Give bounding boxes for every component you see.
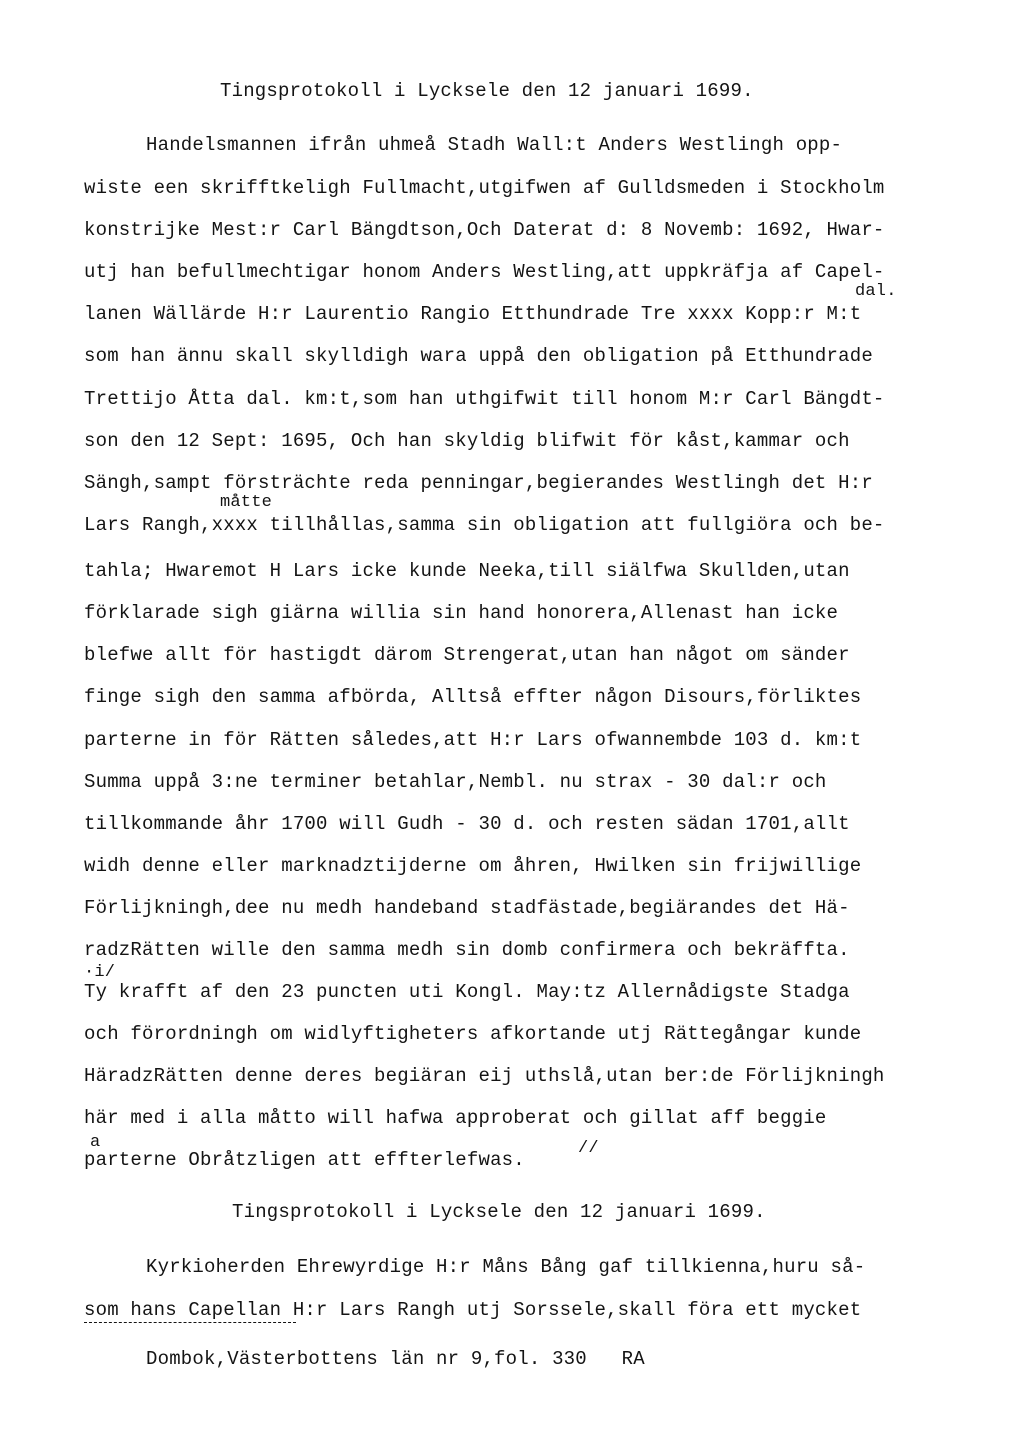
text-line: Kyrkioherden Ehrewyrdige H:r Måns Bång gaf tillkienna,huru så-	[146, 1256, 866, 1278]
text-line: som hans Capellan H:r Lars Rangh utj Sorssele,skall föra ett mycket	[84, 1299, 862, 1321]
interlinear-insertion: a	[90, 1133, 101, 1152]
text-line: radzRätten wille den samma medh sin domb confirmera och bekräffta.	[84, 939, 850, 961]
closing-mark: //	[578, 1139, 599, 1158]
protocol-heading: Tingsprotokoll i Lycksele den 12 januari 1699.	[232, 1201, 766, 1223]
text-line: här med i alla måtto will hafwa approberat och gillat aff beggie	[84, 1107, 827, 1129]
text-line: Lars Rangh,xxxx tillhållas,samma sin obligation att fullgiöra och be-	[84, 514, 885, 536]
text-line: wiste een skrifftkeligh Fullmacht,utgifwen af Gulldsmeden i Stockholm	[84, 177, 885, 199]
text-line: son den 12 Sept: 1695, Och han skyldig blifwit för kåst,kammar och	[84, 430, 850, 452]
text-line: tahla; Hwaremot H Lars icke kunde Neeka,till siälfwa Skullden,utan	[84, 560, 850, 582]
text-line: konstrijke Mest:r Carl Bängdtson,Och Daterat d: 8 Novemb: 1692, Hwar-	[84, 219, 885, 241]
text-line: Trettijo Åtta dal. km:t,som han uthgifwit till honom M:r Carl Bängdt-	[84, 388, 885, 410]
text-line: Sängh,sampt försträchte reda penningar,begierandes Westlingh det H:r	[84, 472, 873, 494]
text-line: blefwe allt för hastigdt därom Strengerat,utan han något om sänder	[84, 644, 850, 666]
text-line: Förlijkningh,dee nu medh handeband stadfästade,begiärandes det Hä-	[84, 897, 850, 919]
text-line: parterne in för Rätten således,att H:r Lars ofwannembde 103 d. km:t	[84, 729, 862, 751]
text-line: parterne Obråtzligen att effterlefwas.	[84, 1149, 525, 1171]
interlinear-insertion: måtte	[220, 493, 273, 512]
underline-mark	[84, 1322, 296, 1323]
text-line: lanen Wällärde H:r Laurentio Rangio Etthundrade Tre xxxx Kopp:r M:t	[84, 303, 862, 325]
text-line: widh denne eller marknadztijderne om åhren, Hwilken sin frijwillige	[84, 855, 862, 877]
text-line: finge sigh den samma afbörda, Alltså effter någon Disours,förliktes	[84, 686, 862, 708]
text-line: förklarade sigh giärna willia sin hand honorera,Allenast han icke	[84, 602, 839, 624]
text-line: tillkommande åhr 1700 will Gudh - 30 d. och resten sädan 1701,allt	[84, 813, 850, 835]
source-footer: Dombok,Västerbottens län nr 9,fol. 330 RA	[146, 1348, 645, 1370]
text-line: utj han befullmechtigar honom Anders Westling,att uppkräfja af Capel-	[84, 261, 885, 283]
text-line: Ty krafft af den 23 puncten uti Kongl. May:tz Allernådigste Stadga	[84, 981, 850, 1003]
text-line: Handelsmannen ifrån uhmeå Stadh Wall:t Anders Westlingh opp-	[146, 134, 843, 156]
protocol-heading: Tingsprotokoll i Lycksele den 12 januari 1699.	[220, 80, 754, 102]
interlinear-insertion: dal.	[855, 282, 897, 301]
text-line: HäradzRätten denne deres begiäran eij uthslå,utan ber:de Förlijkningh	[84, 1065, 885, 1087]
text-line: och förordningh om widlyftigheters afkortande utj Rättegångar kunde	[84, 1023, 862, 1045]
text-line: som han ännu skall skylldigh wara uppå den obligation på Etthundrade	[84, 345, 873, 367]
interlinear-insertion: ·i/	[84, 963, 116, 982]
text-line: Summa uppå 3:ne terminer betahlar,Nembl. nu strax - 30 dal:r och	[84, 771, 827, 793]
